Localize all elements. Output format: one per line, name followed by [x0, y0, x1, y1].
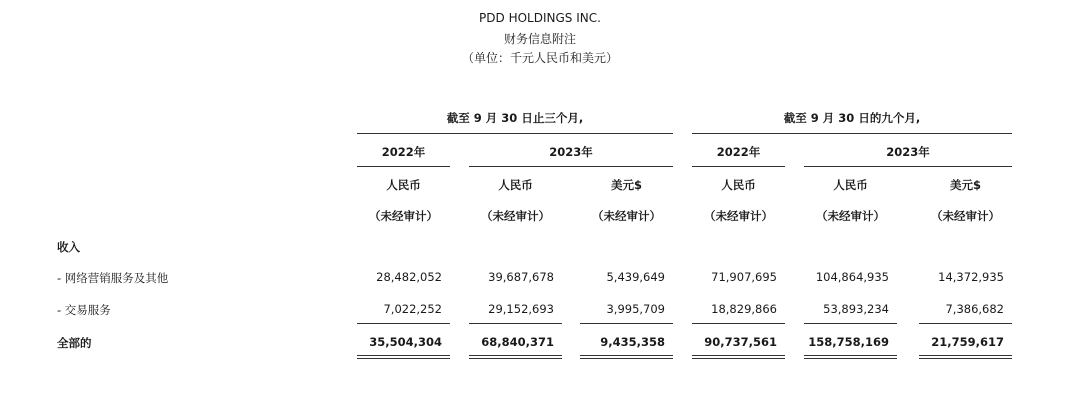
- row-label-revenue: 收入: [57, 240, 80, 254]
- row-label-transaction: - 交易服务: [57, 303, 111, 317]
- divider-total: [804, 355, 897, 356]
- unaudited-note: （未经审计）: [481, 209, 550, 223]
- unit-note: （单位：千元人民币和美元）: [461, 51, 618, 65]
- table-cell: 3,995,709: [606, 302, 665, 316]
- divider-subtotal: [692, 323, 785, 324]
- divider-total: [580, 355, 673, 356]
- table-cell: 7,386,682: [945, 302, 1004, 316]
- year-2023-9m: 2023年: [886, 145, 930, 159]
- divider-nine-months: [692, 133, 1012, 134]
- divider-total: [469, 355, 562, 356]
- table-cell: 71,907,695: [711, 270, 777, 284]
- unaudited-note: （未经审计）: [369, 209, 438, 223]
- table-cell: 53,893,234: [823, 302, 889, 316]
- year-2022-q: 2022年: [381, 145, 426, 159]
- table-cell-total: 158,758,169: [808, 335, 889, 349]
- unaudited-note: （未经审计）: [816, 209, 885, 223]
- divider-total: [692, 358, 785, 359]
- row-label-total: 全部的: [57, 336, 92, 350]
- divider-year: [357, 166, 450, 167]
- table-cell-total: 35,504,304: [369, 335, 442, 349]
- divider-total: [580, 358, 673, 359]
- divider-total: [919, 358, 1012, 359]
- divider-total: [469, 358, 562, 359]
- table-cell-total: 90,737,561: [704, 335, 777, 349]
- divider-total: [357, 355, 450, 356]
- table-cell: 39,687,678: [488, 270, 554, 284]
- unaudited-note: （未经审计）: [704, 209, 773, 223]
- divider-total: [804, 358, 897, 359]
- table-cell: 29,152,693: [488, 302, 554, 316]
- divider-subtotal: [469, 323, 562, 324]
- company-name: PDD HOLDINGS INC.: [479, 11, 601, 25]
- table-cell-total: 21,759,617: [931, 335, 1004, 349]
- year-2023-q: 2023年: [549, 145, 593, 159]
- divider-three-months: [357, 133, 673, 134]
- unaudited-note: （未经审计）: [931, 209, 1000, 223]
- divider-subtotal: [580, 323, 673, 324]
- row-label-online-marketing: - 网络营销服务及其他: [57, 271, 169, 285]
- table-cell: 18,829,866: [711, 302, 777, 316]
- currency-rmb: 人民币: [721, 178, 756, 192]
- table-cell: 5,439,649: [606, 270, 665, 284]
- divider-subtotal: [357, 323, 450, 324]
- period-nine-months: 截至 9 月 30 日的九个月,: [783, 111, 921, 125]
- divider-total: [357, 358, 450, 359]
- table-cell-total: 9,435,358: [600, 335, 665, 349]
- currency-usd: 美元$: [610, 178, 642, 192]
- divider-year: [692, 166, 785, 167]
- divider-year: [804, 166, 1012, 167]
- currency-rmb: 人民币: [498, 178, 533, 192]
- currency-rmb: 人民币: [833, 178, 868, 192]
- year-2022-9m: 2022年: [716, 145, 761, 159]
- divider-subtotal: [919, 323, 1012, 324]
- unaudited-note: （未经审计）: [592, 209, 661, 223]
- divider-total: [692, 355, 785, 356]
- table-cell: 28,482,052: [376, 270, 442, 284]
- table-cell: 14,372,935: [938, 270, 1004, 284]
- currency-usd: 美元$: [949, 178, 981, 192]
- divider-year: [469, 166, 673, 167]
- table-cell: 104,864,935: [815, 270, 889, 284]
- table-cell-total: 68,840,371: [481, 335, 554, 349]
- divider-total: [919, 355, 1012, 356]
- period-three-months: 截至 9 月 30 日止三个月,: [446, 111, 584, 125]
- report-subtitle: 财务信息附注: [503, 32, 576, 46]
- divider-subtotal: [804, 323, 897, 324]
- table-cell: 7,022,252: [383, 302, 442, 316]
- currency-rmb: 人民币: [386, 178, 421, 192]
